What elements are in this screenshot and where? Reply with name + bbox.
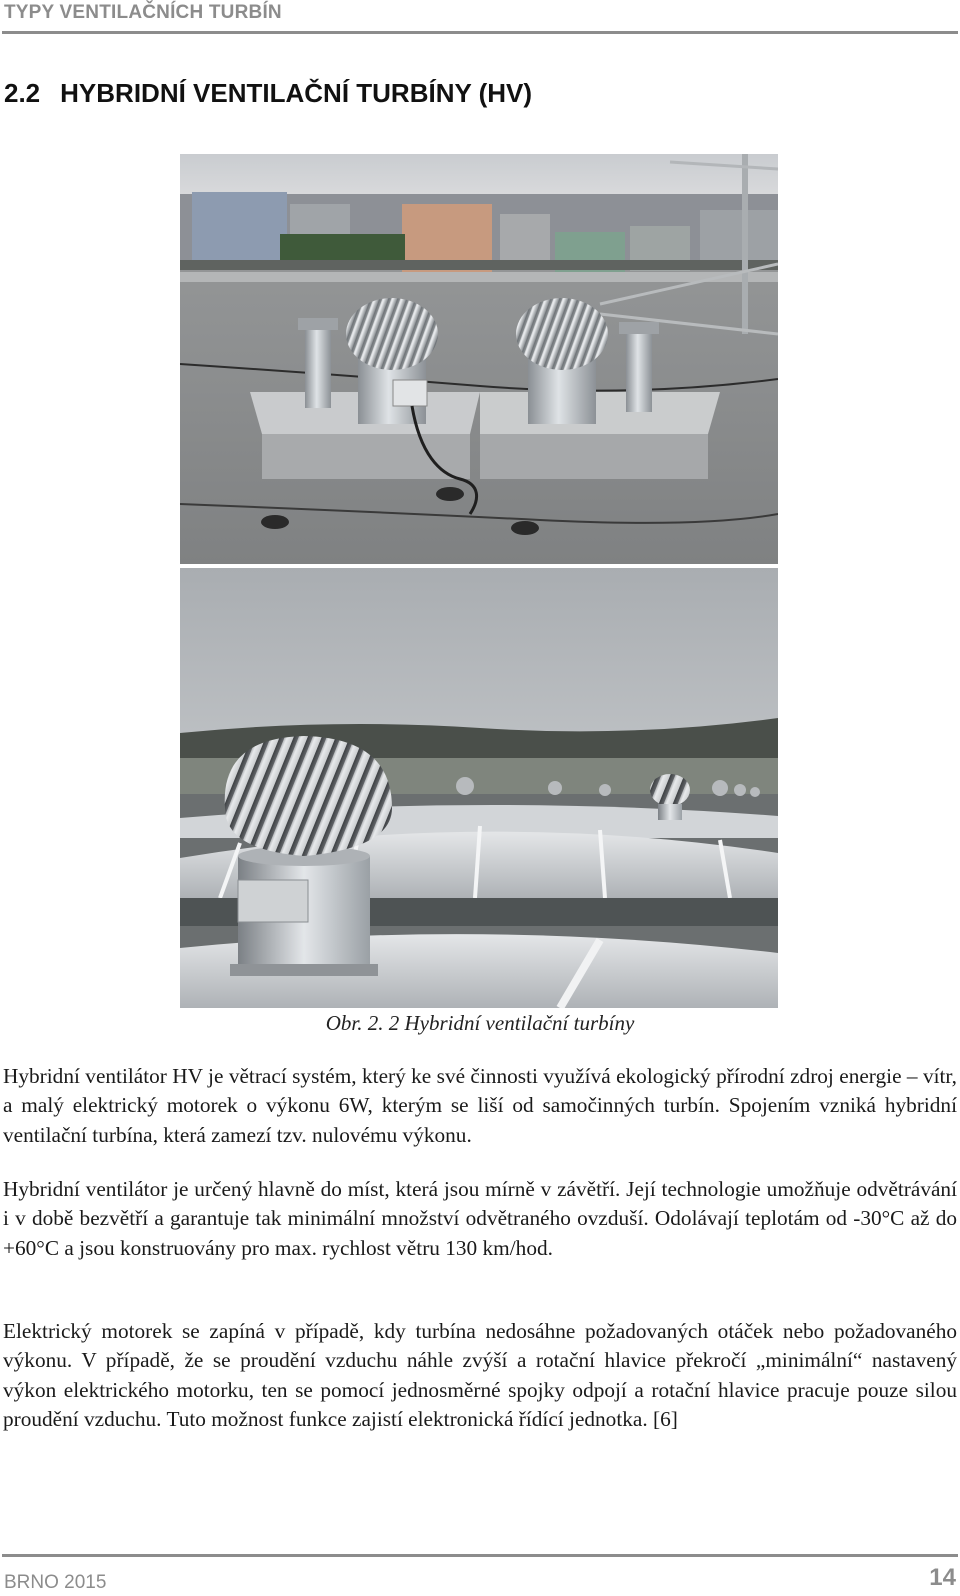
page-number: 14	[929, 1564, 956, 1591]
paragraph-2: Hybridní ventilátor je určený hlavně do míst, která jsou mírně v závětří. Její technologie umožňuje odvětrávání i v době bezvětří a garantuje tak minimální množství odvětraného ovzduší. Odolávají teplotám od -30°C až do +60°C a jsou konstruovány pro max. rychlost větru 130 km/hod.	[3, 1177, 957, 1260]
photo-rooftop-turbines	[180, 154, 778, 564]
section-title: HYBRIDNÍ VENTILAČNÍ TURBÍNY (HV)	[60, 78, 533, 108]
figure-hybrid-turbines	[180, 154, 778, 1008]
paragraph-1: Hybridní ventilátor HV je větrací systém, který ke své činnosti využívá ekologický přírodní zdroj energie – vítr, a malý elektrický motorek o výkonu 6W, kterým se liší od samočinných turbín. Spojením vzniká hybridní ventilační turbína, která zamezí tzv. nulovému výkonu.	[3, 1064, 957, 1147]
section-heading	[4, 78, 532, 109]
photo-skylight-turbines	[180, 568, 778, 1008]
footer-rule	[2, 1554, 958, 1557]
figure-caption: Obr. 2. 2 Hybridní ventilační turbíny	[325, 1011, 635, 1035]
running-header: TYPY VENTILAČNÍCH TURBÍN	[4, 2, 282, 23]
section-number: 2.2	[4, 78, 41, 108]
header-rule	[2, 31, 958, 34]
paragraph-3: Elektrický motorek se zapíná v případě, kdy turbína nedosáhne požadovaných otáček nebo požadovaného výkonu. V případě, že se proudění vzduchu náhle zvýší a rotační hlavice překročí „minimální“ nastavený výkon elektrického motorku, ten se pomocí jednosměrné spojky odpojí a rotační hlavice pracuje pouze silou proudění vzduchu. Tuto možnost funkce zajistí elektronická řídící jednotka. [6]	[3, 1319, 957, 1431]
footer-location-year: BRNO 2015	[4, 1572, 107, 1593]
